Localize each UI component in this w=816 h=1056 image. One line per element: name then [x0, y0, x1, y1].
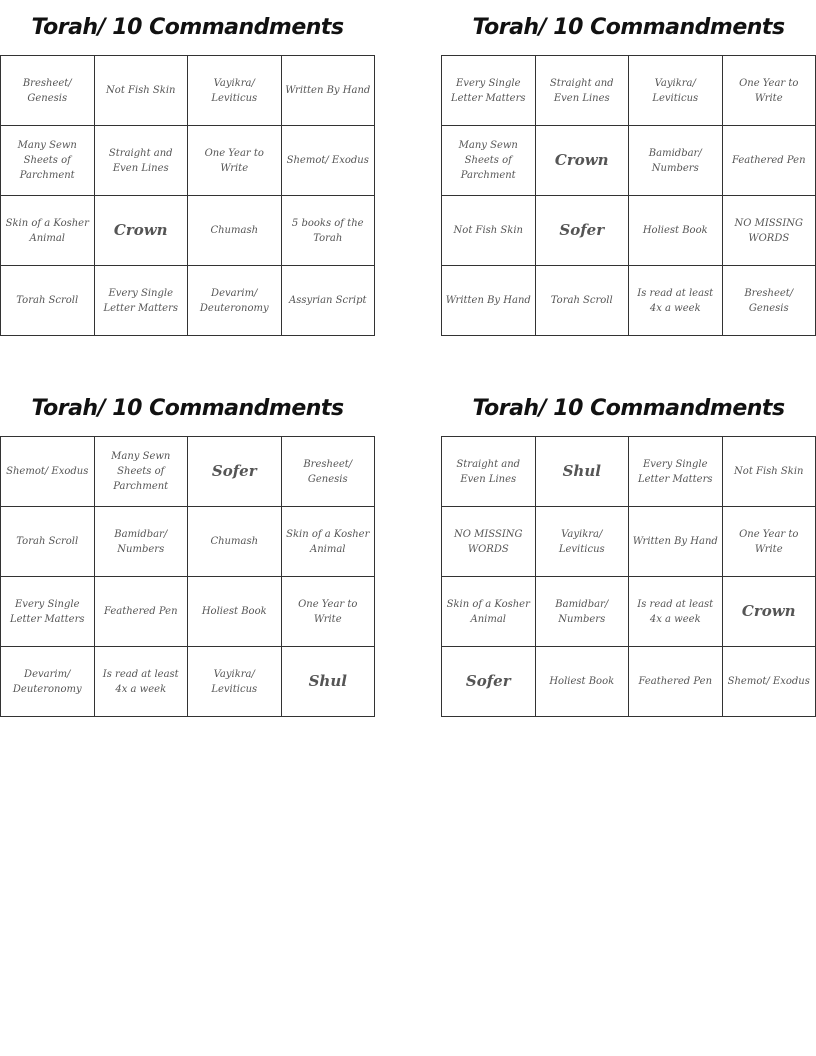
- bingo-cell: Written By Hand: [442, 266, 536, 336]
- bingo-cell: Vayikra/ Leviticus: [188, 56, 282, 126]
- bingo-card-2: [441, 0, 816, 336]
- bingo-cell: Skin of a Kosher Animal: [282, 507, 376, 577]
- bingo-cell: Holiest Book: [188, 577, 282, 647]
- bingo-cell: Many Sewn Sheets of Parchment: [1, 126, 95, 196]
- bingo-cell: One Year to Write: [723, 56, 816, 126]
- bingo-card-4: [441, 381, 816, 717]
- bingo-cell: Bresheet/ Genesis: [723, 266, 816, 336]
- bingo-cell: Devarim/ Deuteronomy: [1, 647, 95, 717]
- bingo-cell: Torah Scroll: [536, 266, 630, 336]
- bingo-grid: [441, 436, 816, 717]
- bingo-cell: Chumash: [188, 507, 282, 577]
- bingo-cell: Chumash: [188, 196, 282, 266]
- bingo-cell: Bresheet/ Genesis: [282, 437, 376, 507]
- bingo-grid: [0, 436, 375, 717]
- bingo-cell: Holiest Book: [629, 196, 723, 266]
- bingo-cell: Straight and Even Lines: [95, 126, 189, 196]
- bingo-cell: Holiest Book: [536, 647, 630, 717]
- bingo-cell: Is read at least 4x a week: [95, 647, 189, 717]
- bingo-cell: Skin of a Kosher Animal: [442, 577, 536, 647]
- bingo-cell: NO MISSING WORDS: [442, 507, 536, 577]
- bingo-cell: Feathered Pen: [723, 126, 816, 196]
- bingo-cell: Is read at least 4x a week: [629, 577, 723, 647]
- bingo-cell: Many Sewn Sheets of Parchment: [442, 126, 536, 196]
- bingo-cell: Feathered Pen: [629, 647, 723, 717]
- bingo-card-3: [0, 381, 375, 717]
- bingo-cell: Sofer: [442, 647, 536, 717]
- bingo-cell: Torah Scroll: [1, 266, 95, 336]
- bingo-grid: [441, 55, 816, 336]
- bingo-cell: Vayikra/ Leviticus: [629, 56, 723, 126]
- bingo-cell: One Year to Write: [723, 507, 816, 577]
- card-title: Torah/ 10 Commandments: [31, 15, 344, 40]
- bingo-cell: Every Single Letter Matters: [1, 577, 95, 647]
- bingo-cell: Shemot/ Exodus: [1, 437, 95, 507]
- bingo-cell: Skin of a Kosher Animal: [1, 196, 95, 266]
- card-title: Torah/ 10 Commandments: [472, 15, 785, 40]
- bingo-cell: Torah Scroll: [1, 507, 95, 577]
- bingo-cell: Written By Hand: [629, 507, 723, 577]
- bingo-cell: Shemot/ Exodus: [723, 647, 816, 717]
- bingo-cell: Bamidbar/ Numbers: [536, 577, 630, 647]
- bingo-cell: Vayikra/ Leviticus: [536, 507, 630, 577]
- bingo-cell: Is read at least 4x a week: [629, 266, 723, 336]
- bingo-cell: Straight and Even Lines: [442, 437, 536, 507]
- bingo-card-1: [0, 0, 375, 336]
- bingo-cell: Many Sewn Sheets of Parchment: [95, 437, 189, 507]
- bingo-cell: Not Fish Skin: [95, 56, 189, 126]
- bingo-cell: Bresheet/ Genesis: [1, 56, 95, 126]
- bingo-cell: Vayikra/ Leviticus: [188, 647, 282, 717]
- bingo-cell: NO MISSING WORDS: [723, 196, 816, 266]
- bingo-cell: Every Single Letter Matters: [442, 56, 536, 126]
- bingo-cell: Sofer: [188, 437, 282, 507]
- bingo-cell: Assyrian Script: [282, 266, 376, 336]
- bingo-cell: Crown: [536, 126, 630, 196]
- bingo-cell: Shemot/ Exodus: [282, 126, 376, 196]
- bingo-cell: Sofer: [536, 196, 630, 266]
- bingo-cell: One Year to Write: [282, 577, 376, 647]
- bingo-cell: One Year to Write: [188, 126, 282, 196]
- bingo-cell: Not Fish Skin: [442, 196, 536, 266]
- bingo-cell: Every Single Letter Matters: [629, 437, 723, 507]
- bingo-cell: Bamidbar/ Numbers: [95, 507, 189, 577]
- bingo-cell: Not Fish Skin: [723, 437, 816, 507]
- bingo-cell: Written By Hand: [282, 56, 376, 126]
- bingo-cell: Shul: [536, 437, 630, 507]
- bingo-cell: 5 books of the Torah: [282, 196, 376, 266]
- bingo-cell: Feathered Pen: [95, 577, 189, 647]
- bingo-cell: Shul: [282, 647, 376, 717]
- bingo-grid: [0, 55, 375, 336]
- card-title: Torah/ 10 Commandments: [472, 396, 785, 421]
- bingo-cell: Devarim/ Deuteronomy: [188, 266, 282, 336]
- bingo-cell: Crown: [95, 196, 189, 266]
- bingo-cell: Crown: [723, 577, 816, 647]
- bingo-cell: Every Single Letter Matters: [95, 266, 189, 336]
- bingo-cell: Straight and Even Lines: [536, 56, 630, 126]
- bingo-cell: Bamidbar/ Numbers: [629, 126, 723, 196]
- card-title: Torah/ 10 Commandments: [31, 396, 344, 421]
